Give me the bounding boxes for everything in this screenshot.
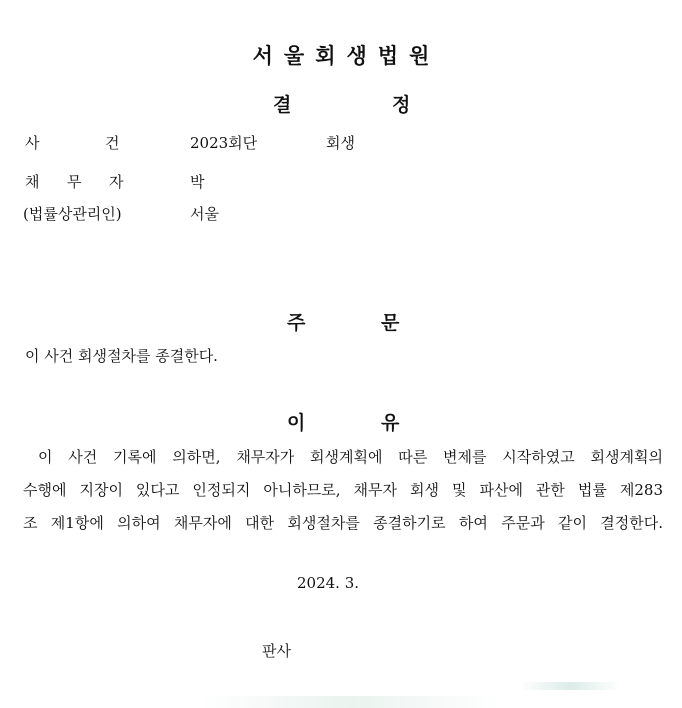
order-heading-char-2: 문 <box>381 312 400 334</box>
debtor-label-char-2: 무 <box>67 173 82 191</box>
debtor-label-char-3: 자 <box>109 173 124 191</box>
legal-administrator-label: (법률상관리인) <box>23 205 122 223</box>
court-name: 서울회생법원 <box>252 44 441 68</box>
case-label-char-1: 사 <box>25 134 40 152</box>
reason-heading-char-1: 이 <box>287 412 306 434</box>
reason-line-2: 수행에 지장이 있다고 인정되지 아니하므로, 채무자 회생 및 파산에 관한 법률 제283 <box>23 481 663 499</box>
case-type: 회생 <box>326 134 355 152</box>
judge-label: 판사 <box>262 642 291 660</box>
redacted-signature-mark <box>200 696 500 708</box>
doc-type-char-2: 정 <box>392 94 411 116</box>
case-number: 2023회단 <box>190 134 258 152</box>
decision-date: 2024. 3. <box>297 574 360 592</box>
debtor-label-char-1: 채 <box>25 173 40 191</box>
debtor-name: 박 <box>190 173 205 191</box>
case-label-char-2: 건 <box>105 134 120 152</box>
redacted-seal-mark <box>520 682 620 690</box>
reason-line-1: 이 사건 기록에 의하면, 채무자가 회생계획에 따른 변제를 시작하였고 회생계획의 <box>38 448 663 466</box>
reason-line-3: 조 제1항에 의하여 채무자에 대한 회생절차를 종결하기로 하여 주문과 같이 결정한다. <box>23 514 663 532</box>
order-text: 이 사건 회생절차를 종결한다. <box>25 347 218 365</box>
legal-administrator-value: 서울 <box>190 205 219 223</box>
doc-type-char-1: 결 <box>273 94 292 116</box>
reason-heading-char-2: 유 <box>381 412 400 434</box>
order-heading-char-1: 주 <box>287 312 306 334</box>
